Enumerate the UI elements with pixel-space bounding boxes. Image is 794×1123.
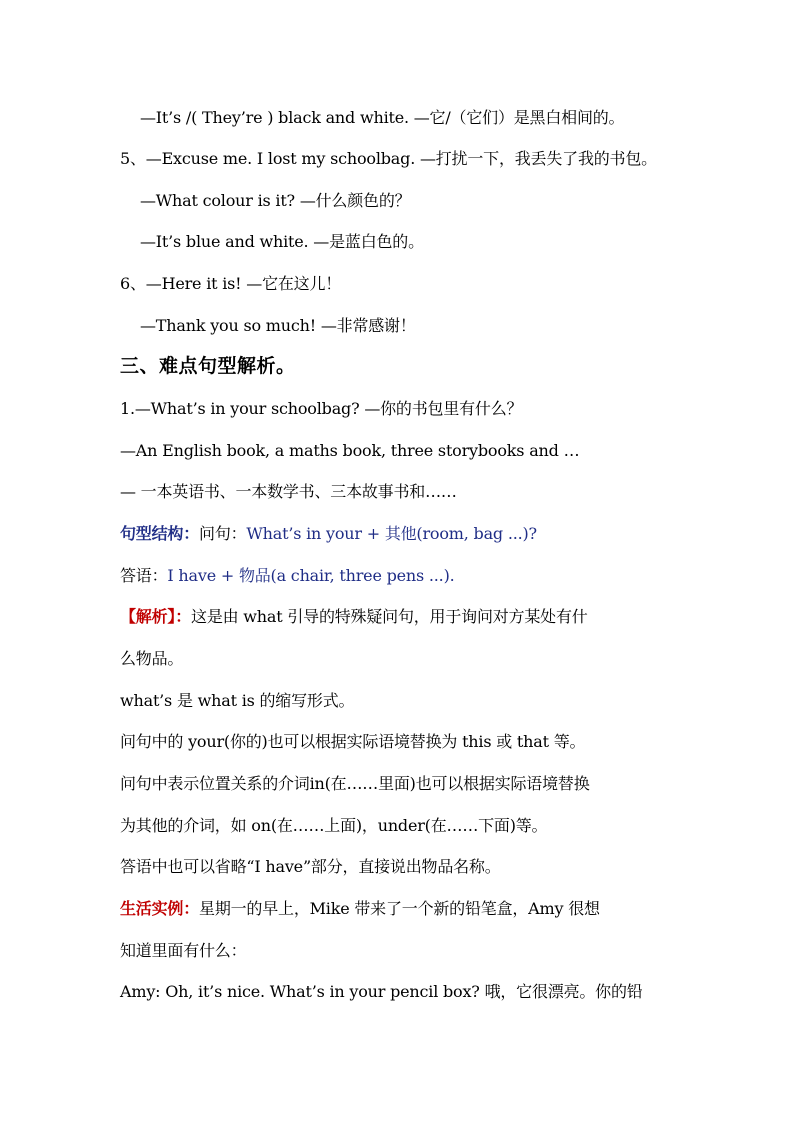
line-text: —Thank you so much! —非常感谢！ (140, 316, 416, 335)
line-text: what’s 是 what is 的缩写形式。 (120, 691, 355, 710)
heading-text: 三、难点句型解析。 (120, 355, 296, 377)
analysis-line-5 (120, 773, 700, 795)
dialogue-item-6 (120, 273, 700, 295)
section-heading (120, 355, 700, 377)
pattern-text: I have + 物品(a chair, three pens ...). (167, 566, 455, 585)
structure-answer (120, 565, 700, 587)
analysis-line-7 (120, 856, 700, 878)
line-text: 知道里面有什么： (120, 941, 247, 960)
example-translation (120, 481, 700, 503)
dialogue-line-2 (140, 190, 720, 212)
example-life-line-1 (120, 898, 700, 920)
dialogue-line-3 (140, 231, 720, 253)
line-text: 问句中表示位置关系的介词in(在……里面)也可以根据实际语境替换 (120, 774, 590, 793)
example-question (120, 398, 700, 420)
line-text: —It’s blue and white. —是蓝白色的。 (140, 232, 424, 251)
life-example-label: 生活实例： (120, 899, 200, 918)
line-text: 1.—What’s in your schoolbag? —你的书包里有什么？ (120, 399, 523, 418)
example-life-line-2 (120, 940, 700, 962)
analysis-line-2 (120, 648, 700, 670)
analysis-line-3 (120, 690, 700, 712)
dialogue-line-1 (140, 107, 720, 129)
structure-question (120, 523, 700, 545)
pattern-text: What’s in your + 其他(room, bag ...)? (246, 524, 537, 543)
dialogue-item-5 (120, 148, 700, 170)
line-text: 这是由 what 引导的特殊疑问句，用于询问对方某处有什 (191, 607, 588, 626)
line-text: 5、—Excuse me. I lost my schoolbag. —打扰一下，我丢失了我的书包。 (120, 149, 657, 168)
line-text: — 一本英语书、一本数学书、三本故事书和…… (120, 482, 457, 501)
analysis-line-1 (120, 606, 700, 628)
line-text: —What colour is it? —什么颜色的？ (140, 191, 411, 210)
structure-label: 句型结构： (120, 524, 200, 543)
line-text: Amy: Oh, it’s nice. What’s in your pencil box? 哦，它很漂亮。你的铅 (120, 982, 643, 1001)
line-text: —It’s /( They’re ) black and white. —它/（它们）是黑白相间的。 (140, 108, 625, 127)
line-text: 问句中的 your(你的)也可以根据实际语境替换为 this 或 that 等。 (120, 732, 586, 751)
line-text: 6、—Here it is! —它在这儿！ (120, 274, 342, 293)
line-prefix: 问句： (199, 524, 247, 543)
line-text: 星期一的早上，Mike 带来了一个新的铅笔盒，Amy 很想 (199, 899, 600, 918)
example-answer (120, 440, 700, 462)
example-life-line-3 (120, 981, 700, 1003)
line-text: 为其他的介词，如 on(在……上面)，under(在……下面)等。 (120, 816, 548, 835)
line-text: —An English book, a maths book, three storybooks and … (120, 441, 580, 460)
line-text: 么物品。 (120, 649, 184, 668)
dialogue-line-4 (140, 315, 720, 337)
line-prefix: 答语： (120, 566, 168, 585)
analysis-label: 【解析】： (120, 607, 192, 626)
analysis-line-4 (120, 731, 700, 753)
analysis-line-6 (120, 815, 700, 837)
line-text: 答语中也可以省略“I have”部分，直接说出物品名称。 (120, 857, 501, 876)
